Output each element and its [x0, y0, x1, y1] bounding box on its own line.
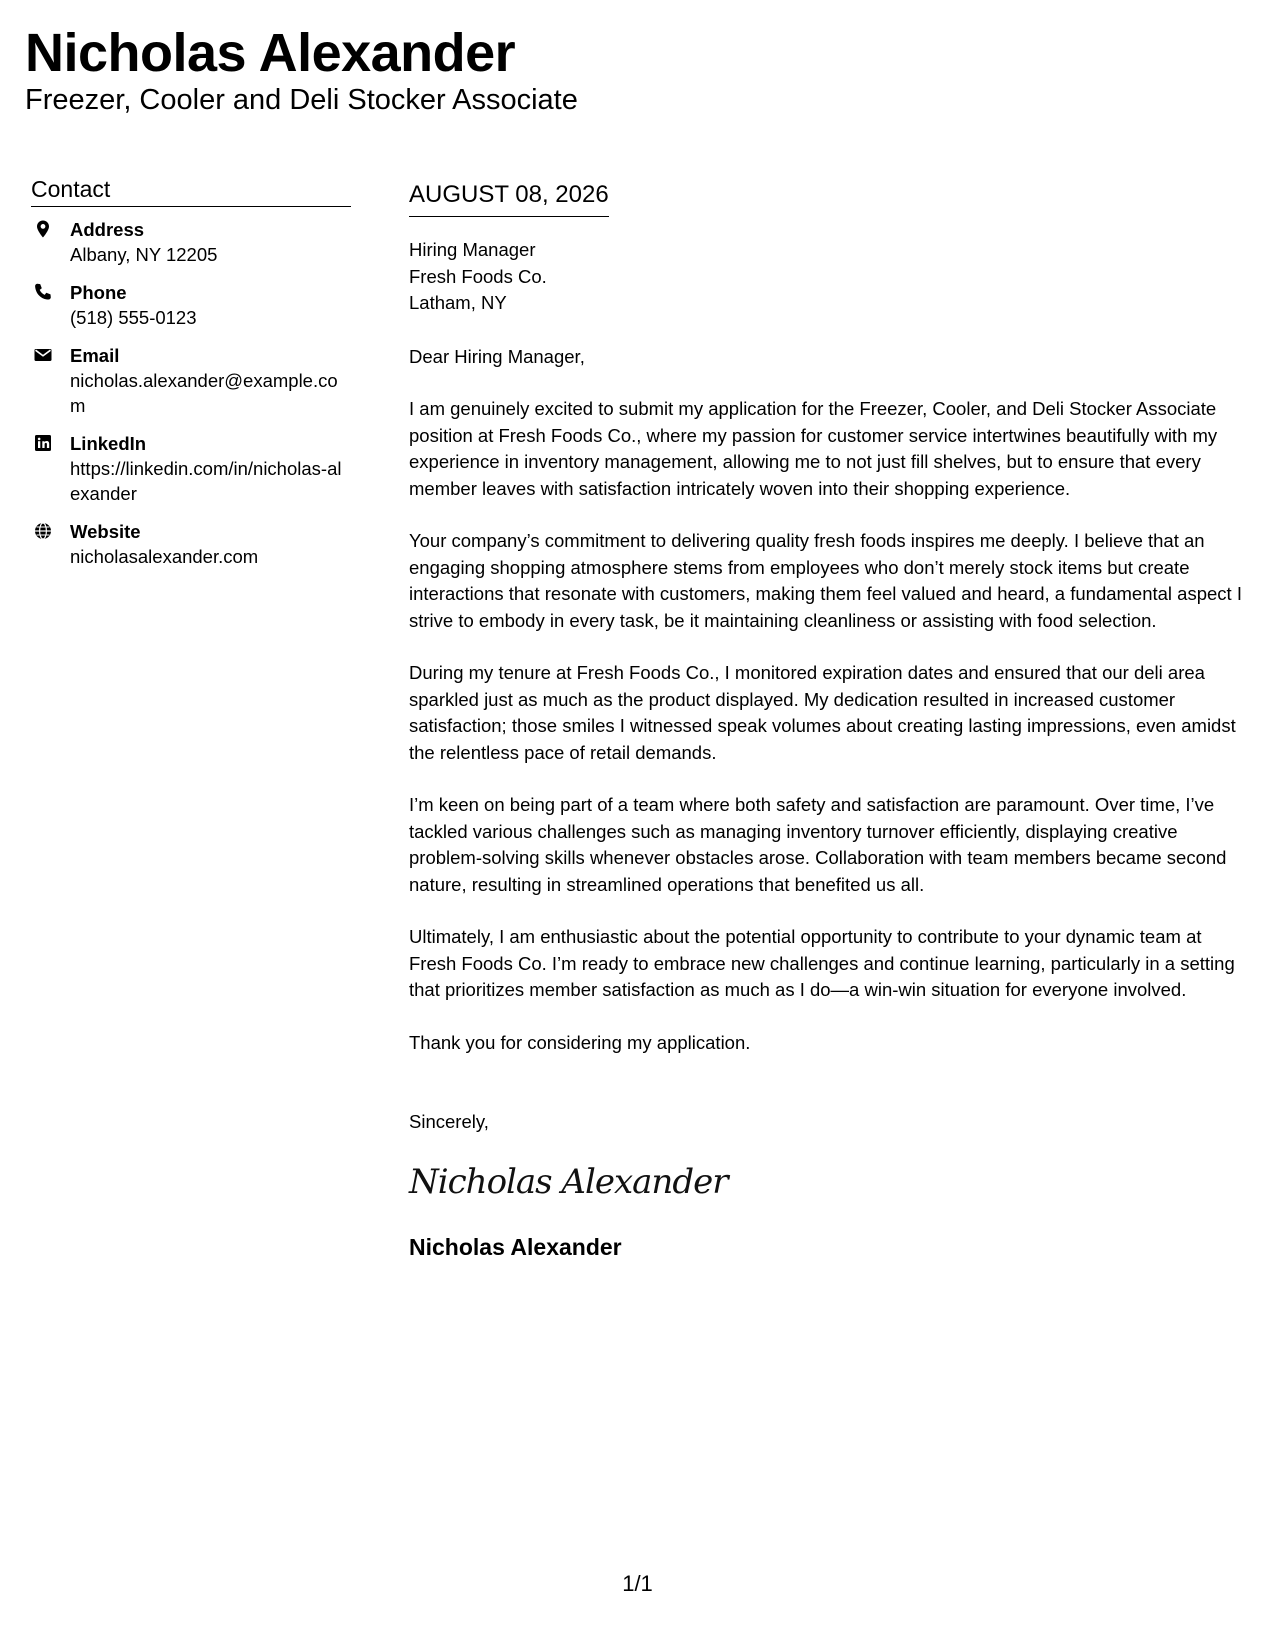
- contact-label: Phone: [70, 282, 127, 303]
- envelope-icon: [33, 345, 53, 365]
- closing: Sincerely,: [409, 1111, 489, 1132]
- letter-paragraph: I’m keen on being part of a team where both safety and satisfaction are paramount. Over time, I’ve tackled various challenges such as managing inventory turnover efficiently, displaying creative problem-solving skills whenever obstacles arose. Collaboration with team members became second nature, resulting in streamlined operations that benefited us all.: [409, 794, 1227, 895]
- email-value[interactable]: nicholas.alexander@example.com: [70, 370, 338, 416]
- salutation: Dear Hiring Manager,: [409, 345, 585, 367]
- letter-paragraph: Ultimately, I am enthusiastic about the potential opportunity to contribute to your dynamic team at Fresh Foods Co. I’m ready to embrace new challenges and continue learning, particularly in a setting that prioritizes member satisfaction as much as I do—a win-win situation for everyone involved.: [409, 926, 1235, 1000]
- recipient-block: [409, 237, 1253, 317]
- letter-paragraph: I am genuinely excited to submit my application for the Freezer, Cooler, and Deli Stocker Associate position at Fresh Foods Co., where my passion for customer service intertwines beautifully with my experience in inventory management, allowing me to not just fill shelves, but to ensure that every member leaves with satisfaction intricately woven into their shopping experience.: [409, 398, 1218, 499]
- address-value: Albany, NY 12205: [70, 244, 218, 265]
- globe-icon: [33, 521, 53, 541]
- contact-list: [31, 217, 351, 569]
- job-title: Freezer, Cooler and Deli Stocker Associate: [25, 84, 578, 116]
- page-number: 1/1: [622, 1571, 653, 1596]
- website-value[interactable]: nicholasalexander.com: [70, 546, 259, 567]
- letter-body: [409, 178, 1253, 1262]
- contact-item-website: [31, 519, 351, 569]
- signer-name: Nicholas Alexander: [409, 1233, 622, 1260]
- linkedin-icon: [33, 433, 53, 453]
- letter-date: AUGUST 08, 2026: [409, 178, 609, 217]
- contact-heading: Contact: [31, 174, 351, 207]
- letter-paragraph: Thank you for considering my application.: [409, 1031, 751, 1053]
- contact-item-phone: [31, 280, 351, 330]
- applicant-name: Nicholas Alexander: [25, 23, 516, 83]
- contact-sidebar: [31, 174, 351, 582]
- recipient-line: Fresh Foods Co.: [409, 265, 547, 287]
- contact-label: Address: [70, 219, 145, 240]
- handwritten-signature: Nicholas Alexander: [409, 1161, 728, 1202]
- contact-item-linkedin: [31, 431, 351, 506]
- recipient-line: Hiring Manager: [409, 239, 536, 260]
- contact-label: LinkedIn: [70, 433, 147, 454]
- contact-label: Email: [70, 345, 120, 366]
- letter-paragraph: During my tenure at Fresh Foods Co., I monitored expiration dates and ensured that our deli area sparkled just as much as the product displayed. My dedication resulted in increased customer satisfaction; those smiles I witnessed speak volumes about creating lasting impressions, even amidst the relentless pace of retail demands.: [409, 662, 1236, 763]
- letter-paragraph: Your company’s commitment to delivering quality fresh foods inspires me deeply. I believe that an engaging shopping atmosphere stems from employees who don’t merely stock items but create interactions that resonate with customers, making them feel valued and heard, a fundamental aspect I strive to embody in every task, be it maintaining cleanliness or assisting with food selection.: [409, 530, 1242, 631]
- contact-item-email: [31, 343, 351, 418]
- contact-item-address: [31, 217, 351, 267]
- phone-value: (518) 555-0123: [70, 307, 197, 328]
- recipient-line: Latham, NY: [409, 292, 507, 313]
- map-pin-icon: [33, 219, 53, 239]
- contact-label: Website: [70, 521, 141, 542]
- phone-icon: [33, 282, 53, 302]
- linkedin-value[interactable]: https://linkedin.com/in/nicholas-alexander: [70, 458, 342, 504]
